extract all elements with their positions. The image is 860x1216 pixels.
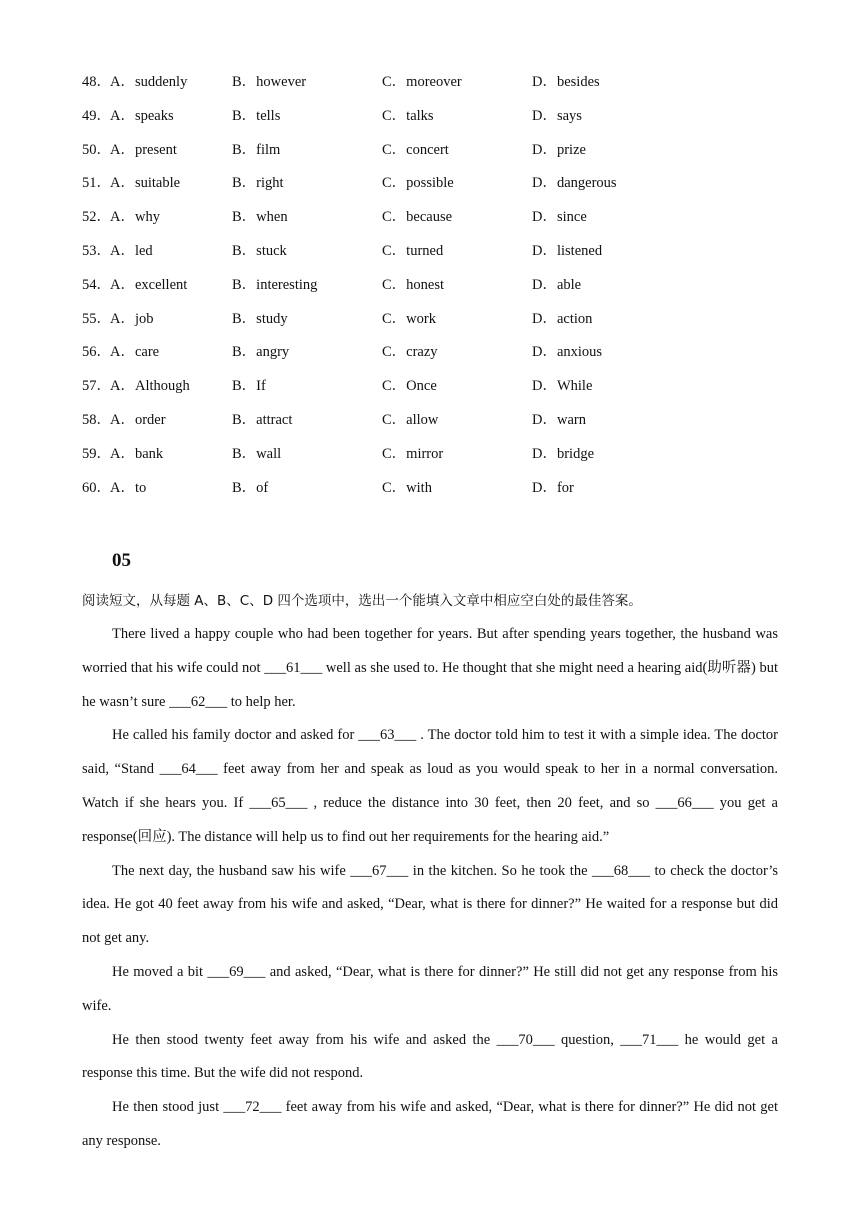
option-d: D．bridge bbox=[532, 445, 595, 462]
option-c: C．Once bbox=[382, 378, 437, 395]
option-d: D．action bbox=[532, 310, 593, 327]
option-d: D．prize bbox=[532, 141, 586, 158]
option-c: C．turned bbox=[382, 242, 444, 259]
option-b: B．film bbox=[232, 141, 281, 158]
option-b: B．If bbox=[232, 378, 266, 395]
option-d: D．dangerous bbox=[532, 175, 617, 192]
option-b: B．wall bbox=[232, 445, 282, 462]
option-b: B．interesting bbox=[232, 276, 318, 293]
question-number: 49． bbox=[82, 107, 111, 124]
option-c: C．possible bbox=[382, 175, 454, 192]
passage-paragraph: There lived a happy couple who had been together for years. But after spending years together, the husband was worried that his wife could not ___61___ well as she used to. He thought that she might need a hearing aid(助听器) but he wasn’t sure ___62___ to help her. bbox=[82, 626, 778, 710]
option-a: A．order bbox=[110, 411, 166, 428]
passage-paragraph: He called his family doctor and asked for ___63___ . The doctor told him to test it with a simple idea. The doctor said, “Stand ___64___ feet away from her and speak as loud as you would speak to her in a normal conversation. Watch if she hears you. If ___65___ , reduce the distance into 30 feet, then 20 feet, and so ___66___ you get a response(回应). The distance will help us to find out her requirements for the hearing aid.” bbox=[82, 727, 778, 845]
option-c: C．with bbox=[382, 479, 432, 496]
question-number: 53． bbox=[82, 242, 111, 259]
passage-paragraph: He then stood twenty feet away from his wife and asked the ___70___ question, ___71___ he would get a response this time. But the wife did not respond. bbox=[82, 1031, 778, 1082]
question-number: 59． bbox=[82, 445, 111, 462]
question-number: 58． bbox=[82, 411, 111, 428]
option-b: B．tells bbox=[232, 107, 281, 124]
passage-paragraph: The next day, the husband saw his wife ___67___ in the kitchen. So he took the ___68___ to check the doctor’s idea. He got 40 feet away from his wife and asked, “Dear, what is there for dinner?” He waited for a response but did not get any. bbox=[82, 862, 778, 947]
option-a: A．present bbox=[110, 141, 177, 158]
option-d: D．anxious bbox=[532, 344, 603, 361]
option-d: D．besides bbox=[532, 74, 600, 90]
option-c: C．moreover bbox=[382, 74, 462, 90]
option-c: C．work bbox=[382, 310, 436, 327]
option-c: C．talks bbox=[382, 107, 434, 124]
reading-passage bbox=[82, 618, 778, 1159]
passage-paragraph: He moved a bit ___69___ and asked, “Dear, what is there for dinner?” He still did not get any response from his wife. bbox=[82, 963, 778, 1014]
option-b: B．right bbox=[232, 175, 284, 192]
option-a: A．suitable bbox=[110, 175, 181, 192]
option-c: C．allow bbox=[382, 411, 439, 428]
option-b: B．stuck bbox=[232, 242, 287, 259]
option-d: D．warn bbox=[532, 411, 586, 428]
option-a: A．job bbox=[110, 310, 154, 327]
section-instructions: 阅读短文，从每题 A、B、C、D 四个选项中，选出一个能填入文章中相应空白处的最佳答案。 bbox=[82, 593, 642, 609]
option-d: D．since bbox=[532, 209, 587, 226]
option-a: A．led bbox=[110, 242, 153, 259]
question-number: 60． bbox=[82, 479, 111, 496]
option-a: A．Although bbox=[110, 378, 190, 395]
option-a: A．speaks bbox=[110, 107, 174, 124]
question-number: 55． bbox=[82, 310, 111, 327]
option-a: A．why bbox=[110, 209, 160, 226]
option-b: B．when bbox=[232, 209, 288, 226]
option-a: A．to bbox=[110, 479, 147, 496]
option-b: B．of bbox=[232, 479, 269, 496]
option-a: A．excellent bbox=[110, 276, 188, 293]
option-c: C．crazy bbox=[382, 344, 438, 361]
option-b: B．study bbox=[232, 310, 288, 327]
option-b: B．however bbox=[232, 74, 307, 90]
question-number: 56． bbox=[82, 344, 111, 361]
question-number: 50． bbox=[82, 141, 111, 158]
option-d: D．listened bbox=[532, 242, 603, 259]
question-number: 48． bbox=[82, 74, 111, 90]
question-number: 54． bbox=[82, 276, 111, 293]
option-d: D．able bbox=[532, 276, 582, 293]
option-b: B．angry bbox=[232, 344, 290, 361]
option-c: C．because bbox=[382, 209, 453, 226]
option-d: D．for bbox=[532, 479, 574, 496]
section-number: 05 bbox=[112, 550, 131, 571]
option-d: D．says bbox=[532, 107, 582, 124]
option-a: A．bank bbox=[110, 445, 164, 462]
option-c: C．concert bbox=[382, 141, 449, 158]
passage-paragraph: He then stood just ___72___ feet away from his wife and asked, “Dear, what is there for dinner?” He did not get any response. bbox=[82, 1099, 778, 1149]
option-a: A．care bbox=[110, 344, 160, 361]
question-number: 52． bbox=[82, 209, 111, 226]
option-d: D．While bbox=[532, 378, 593, 395]
question-number: 51． bbox=[82, 175, 111, 192]
option-b: B．attract bbox=[232, 411, 293, 428]
option-a: A．suddenly bbox=[110, 74, 188, 90]
option-c: C．mirror bbox=[382, 445, 444, 462]
option-c: C．honest bbox=[382, 276, 445, 293]
question-number: 57． bbox=[82, 378, 111, 395]
